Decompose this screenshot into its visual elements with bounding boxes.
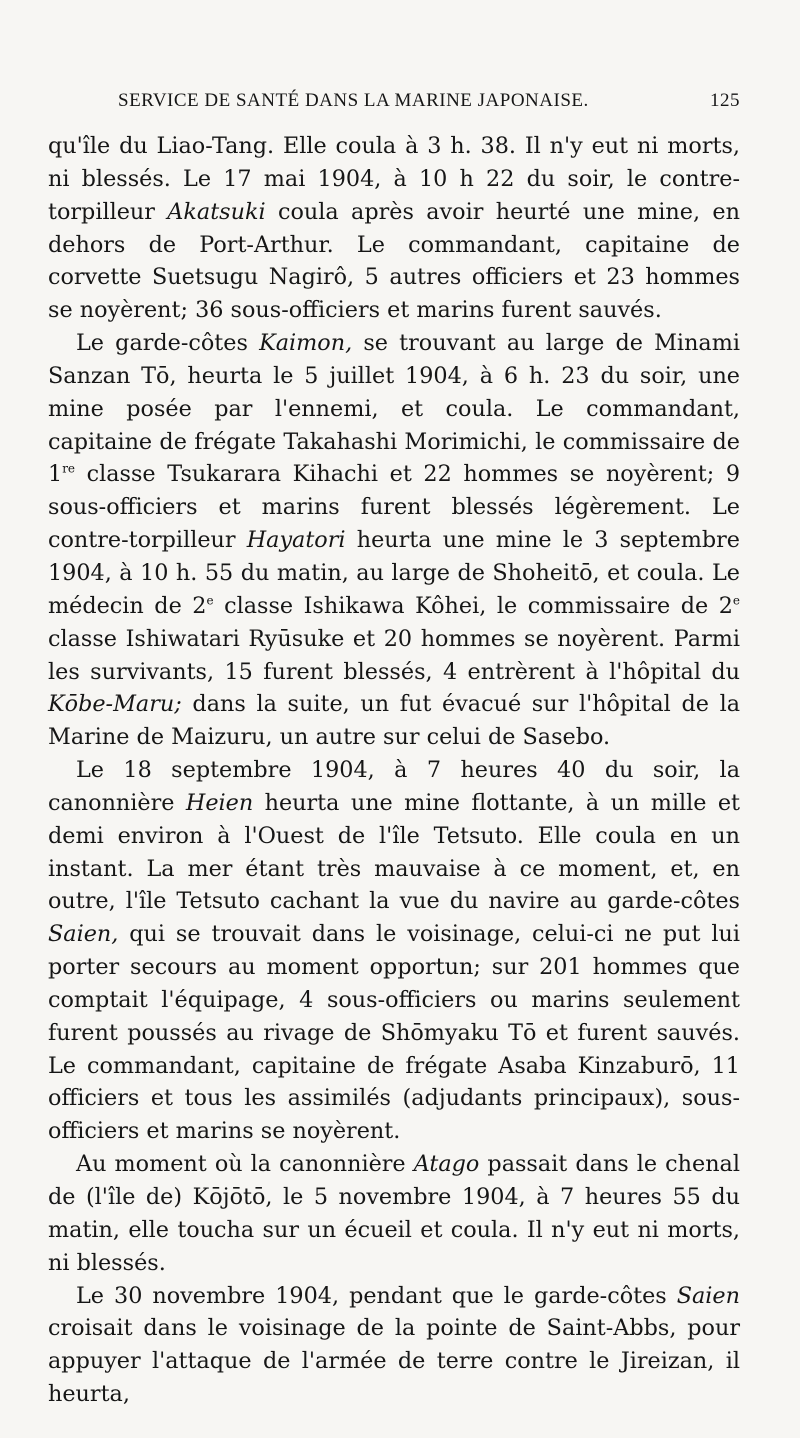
text-run: heurta une mine flottante, à un mille et demi environ à l'Ouest de l'île Tetsuto. Elle coula en un instant. La mer étant très mauvaise à ce moment, et, en outre, l'île Tetsuto cachant la vue du navire au garde-côtes xyxy=(48,789,740,915)
paragraph xyxy=(48,754,740,1148)
ship-name: Kaimon, xyxy=(259,330,353,357)
text-run: Au moment où la canonnière xyxy=(76,1151,414,1178)
page-header xyxy=(48,90,740,120)
text-run: classe Ishikawa Kôhei, le commissaire de 2 xyxy=(213,592,733,619)
text-run: classe Tsukarara Kihachi et 22 hommes se noyèrent; 9 sous-officiers et marins furent blessés légèrement. Le contre-torpilleur xyxy=(48,461,740,554)
text-run: Le 18 septembre 1904, à 7 heures 40 du soir, la canonnière xyxy=(48,757,740,816)
paragraph xyxy=(48,1280,740,1411)
text-run: heurta une mine le 3 septembre 1904, à 10 h. 55 du matin, au large de Shoheitō, et coula. Le médecin de 2 xyxy=(48,527,740,619)
paragraph xyxy=(48,130,740,327)
text-run: croisait dans le voisinage de la pointe de Saint-Abbs, pour appuyer l'attaque de l'armée de terre contre le Jireizan, il heurta, xyxy=(48,1315,740,1408)
text-run: dans la suite, un fut évacué sur l'hôpital de la Marine de Maizuru, un autre sur celui de Sasebo. xyxy=(48,691,740,751)
body-text xyxy=(48,130,740,1411)
text-run: coula après avoir heurté une mine, en dehors de Port-Arthur. Le commandant, capitaine de corvette Suetsugu Nagirô, 5 autres officiers et 23 hommes se noyèrent; 36 sous-officiers et marins furent sauvés. xyxy=(48,198,740,324)
ordinal-suffix: re xyxy=(62,462,76,477)
ship-name: Akatsuki xyxy=(167,198,266,225)
text-run: classe Ishiwatari Ryūsuke et 20 hommes se noyèrent. Parmi les survivants, 15 furent blessés, 4 entrèrent à l'hôpital du xyxy=(48,625,740,685)
ordinal-suffix: e xyxy=(206,593,214,608)
text-run: passait dans le chenal de (l'île de) Kōjōtō, le 5 novembre 1904, à 7 heures 55 du matin, elle toucha sur un écueil et coula. Il n'y eut ni morts, ni blessés. xyxy=(48,1151,740,1276)
text-run: se trouvant au large de Minami Sanzan Tō, heurta le 5 juillet 1904, à 6 h. 23 du soir, une mine posée par l'ennemi, et coula. Le commandant, capitaine de frégate Takahashi Morimichi, le commissaire de 1 xyxy=(48,330,740,488)
ship-name: Heien xyxy=(185,789,254,816)
ship-name: Saien xyxy=(676,1282,740,1309)
text-run: qui se trouvait dans le voisinage, celui-ci ne put lui porter secours au moment opportun; sur 201 hommes que comptait l'équipage, 4 sous-officiers ou marins seulement furent poussés au rivage de Shōmyaku Tō et furent sauvés. Le commandant, capitaine de frégate Asaba Kinzaburō, 11 officiers et tous les assimilés (adjudants principaux), sous-officiers et marins se noyèrent. xyxy=(48,921,740,1145)
ship-name: Hayatori xyxy=(246,527,346,554)
paragraph xyxy=(48,327,740,754)
ship-name: Saien, xyxy=(48,921,119,948)
page-number: 125 xyxy=(710,90,740,111)
paragraph xyxy=(48,1148,740,1279)
text-run: qu'île du Liao-Tang. Elle coula à 3 h. 38. Il n'y eut ni morts, ni blessés. Le 17 mai 1904, à 10 h 22 du soir, le contre-torpilleur xyxy=(48,133,740,225)
running-title: SERVICE DE SANTÉ DANS LA MARINE JAPONAISE. xyxy=(118,90,589,111)
text-run: Le 30 novembre 1904, pendant que le garde-côtes xyxy=(76,1282,677,1309)
ship-name: Kōbe-Maru; xyxy=(48,691,182,718)
ship-name: Atago xyxy=(413,1151,480,1178)
ordinal-suffix: e xyxy=(732,593,740,608)
text-run: Le garde-côtes xyxy=(76,330,260,357)
